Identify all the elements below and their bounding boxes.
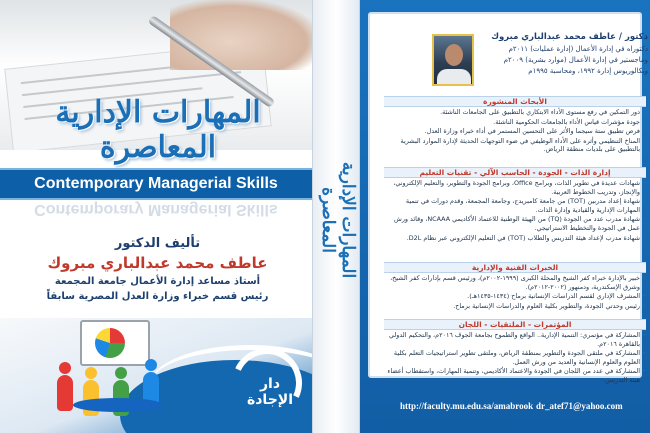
author-by-label: تأليف الدكتور <box>114 236 201 251</box>
author-profile <box>480 32 648 75</box>
author-name: عاطف محمد عبدالباري مبروك <box>47 254 268 272</box>
section-item: • المشاركة في ملتقى الجودة والتطوير بمنطقة الرياض، وملتقى تطوير استراتيجيات التعلم بكلية العلوم والعلوم الإنسانية والعديد من ورش العمل. <box>384 349 646 366</box>
section-conferences <box>384 319 646 385</box>
profile-degree: وبكالوريوس إدارة ١٩٩٢، ومحاسبة ١٩٩٥م <box>528 67 648 75</box>
section-experience <box>384 262 646 310</box>
section-publications <box>384 96 646 154</box>
section-item: • جودة مؤشرات قياس الأداء بالجامعات الحكومية الناشئة. <box>384 118 646 127</box>
author-block <box>10 236 305 302</box>
section-heading: إدارة الذات - الجودة - الحاسب الآلي - تقنيات التعليم <box>384 167 646 178</box>
section-heading: الخبرات الفنية والإدارية <box>384 262 646 273</box>
hand-illustration <box>170 0 312 70</box>
person-red-icon <box>57 375 73 411</box>
section-item: • رئيس وحدتي الجودة، والتطوير بكلية العلوم والدراسات الإنسانية برماح. <box>384 302 646 311</box>
book-title-english: Contemporary Managerial Skills <box>34 175 278 192</box>
meeting-table <box>73 398 163 412</box>
author-role: أستاذ مساعد إدارة الأعمال جامعة المجمعة <box>54 276 261 287</box>
book-title-english-reflection: Contemporary Managerial Skills <box>34 201 278 218</box>
profile-degree: دكتوراه في إدارة الأعمال (إدارة عمليات) ٢٠١١م <box>508 45 648 53</box>
section-item: • المناخ التنظيمي وأثره على الأداء الوظيفي في ضوء التوجهات الحديثة لإدارة الموارد البشرية بالتطبيق على بلديات منطقة الرياض. <box>384 137 646 154</box>
section-item: • شهادة إعداد مدربين (TOT) من جامعة كامبريدج، وجامعة المجمعة، وقدم دورات في تنمية المهارات الإدارية والقيادية وإدارة الذات. <box>384 197 646 214</box>
meeting-illustration <box>55 320 175 430</box>
author-role-previous: رئيس قسم خبراء وزارة العدل المصرية سابقاً <box>46 291 269 302</box>
publisher-name: دار الإجادة <box>246 376 294 408</box>
profile-name: دكتور / عاطف محمد عبدالباري مبروك <box>491 32 648 42</box>
section-item: • المشاركة في عدد من اللجان في الجودة والاعتماد الأكاديمي، وتنمية المهارات، واستقطاب أعضاء هيئة التدريس. <box>384 367 646 384</box>
profile-degree: وماجستير في إدارة الأعمال (موارد بشرية) ٢٠٠٩م <box>503 56 648 64</box>
section-heading: الأبحاث المنشورة <box>384 96 646 107</box>
back-cover <box>360 0 650 433</box>
section-item: • دور التمكين في رفع مستوى الأداء الابتكاري بالتطبيق على الجامعات الناشئة. <box>384 108 646 117</box>
section-item: • المشرف الإداري لقسم الدراسات الإنسانية برماح (١٤٣٤-١٤٣٥هـ). <box>384 292 646 301</box>
section-item: • خبير بالإدارة خبراء كفر الشيخ والمحلة الكبرى (١٩٩٩-٢٠٠٢م)، ورئيس قسم بإدارات كفر الشيخ، وشرق الإسكندرية، ودمنهور (٢٠٠٢-٢٠١٢م). <box>384 274 646 291</box>
author-face <box>445 44 463 66</box>
book-spine <box>312 0 360 433</box>
pie-chart-icon <box>95 328 125 358</box>
back-content-panel <box>368 12 648 384</box>
spine-title: المهارات الإدارية المعاصرة <box>318 161 358 279</box>
front-cover <box>0 0 312 433</box>
section-item: • شهادات عديدة في تطوير الذات، وبرامج Office، وبرامج الجودة والتطوير، والتعليم الإلكتروني، والإنجاز، وتدريب الخطوط العربية. <box>384 179 646 196</box>
author-shirt <box>437 69 471 86</box>
publisher-logo <box>232 348 302 418</box>
section-item: • فرص تطبيق ستة سيجما والأثر على التحسين المستمر في أداء خبراء وزارة العدل. <box>384 127 646 136</box>
book-title-arabic: المهارات الإدارية المعاصرة <box>55 95 261 165</box>
author-website-link[interactable]: http://faculty.mu.edu.sa/amabrook <box>400 401 534 411</box>
section-heading: المؤتمرات - الملتقيات - اللجان <box>384 319 646 330</box>
section-item: • شهادة مدرب لإعداد هيئة التدريس والطلاب (TOT) في التعليم الإلكتروني عبر نظام D2L. <box>384 234 646 243</box>
author-email-link[interactable]: dr_atef71@yahoo.com <box>536 401 623 411</box>
section-item: • المشاركة في مؤتمري: التنمية الإدارية.. الواقع والطموح بجامعة الجوف ٢٠١٦م، والتحكيم الدولي بالقاهرة ٢٠١٦م. <box>384 331 646 348</box>
author-photo <box>432 34 474 86</box>
section-self-management <box>384 167 646 242</box>
section-item: • شهادة مدرب عدد من الجودة (TQ) من الهيئة الوطنية للاعتماد الأكاديمي NCAAA، وقائد ورش عمل في الجودة والتخطيط الاستراتيجي. <box>384 215 646 232</box>
